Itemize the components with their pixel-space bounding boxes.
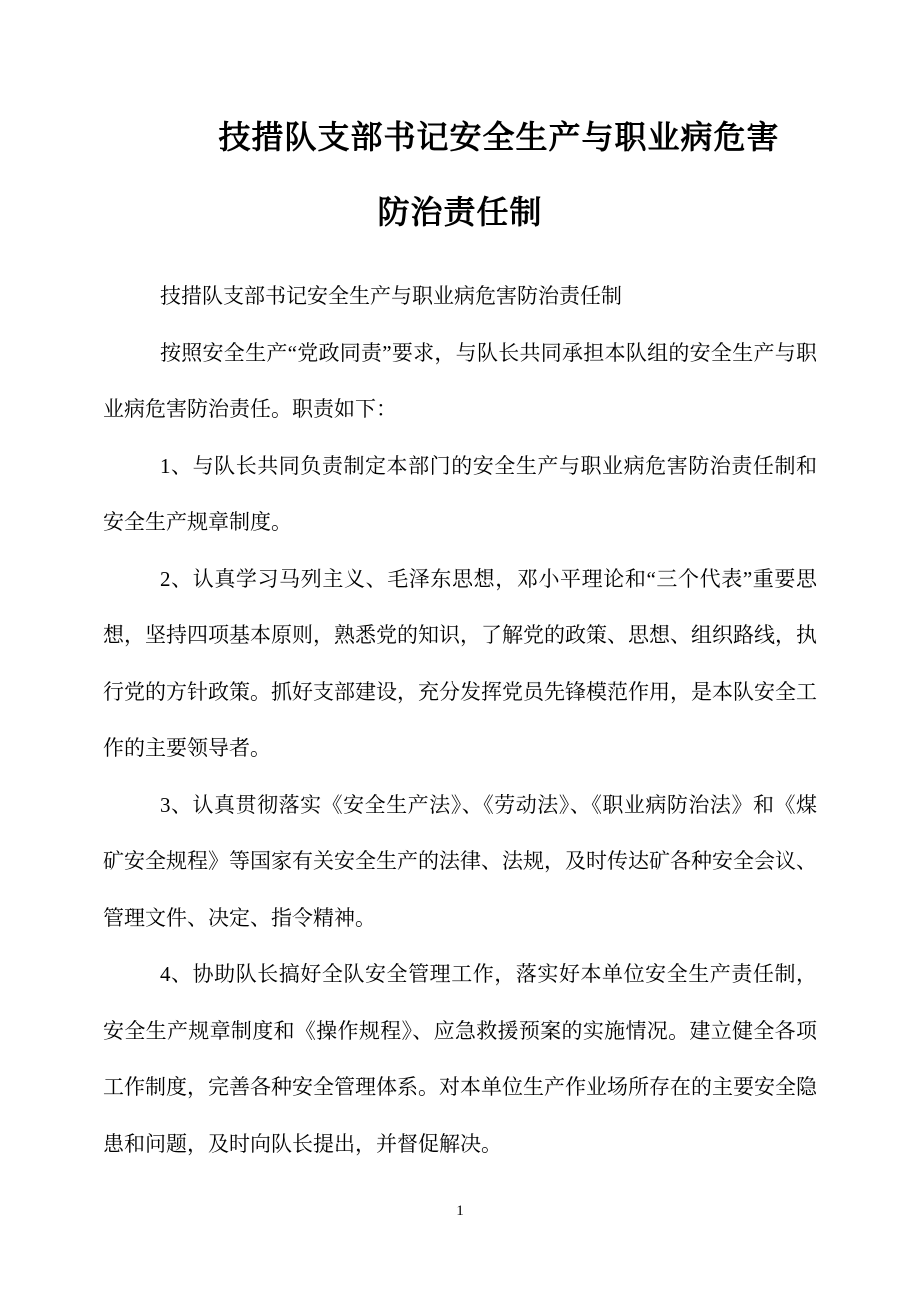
paragraph-item-2: 2、认真学习马列主义、毛泽东思想，邓小平理论和“三个代表”重要思想，坚持四项基本原则，熟悉党的知识，了解党的政策、思想、组织路线，执行党的方针政策。抓好支部建设，充分发挥党员先锋模范作用，是本队安全工作的主要领导者。 — [103, 566, 817, 760]
document-title-line-1: 技措队支部书记安全生产与职业病危害 — [218, 119, 780, 155]
page-footer — [0, 1200, 920, 1222]
paragraph-item-4: 4、协助队长搞好全队安全管理工作，落实好本单位安全生产责任制，安全生产规章制度和《操作规程》、应急救援预案的实施情况。建立健全各项工作制度，完善各种安全管理体系。对本单位生产作业场所存在的主要安全隐患和问题，及时向队长提出，并督促解决。 — [103, 962, 817, 1156]
paragraph-subtitle: 技措队支部书记安全生产与职业病危害防治责任制 — [160, 284, 622, 308]
document-title — [0, 0, 920, 250]
page-number: 1 — [456, 1203, 464, 1219]
paragraph-item-1: 1、与队长共同负责制定本部门的安全生产与职业病危害防治责任制和安全生产规章制度。 — [103, 453, 817, 534]
document-body — [103, 268, 817, 1172]
paragraph-intro: 按照安全生产“党政同责”要求，与队长共同承担本队组的安全生产与职业病危害防治责任。职责如下： — [103, 340, 817, 421]
paragraph-item-3: 3、认真贯彻落实《安全生产法》、《劳动法》、《职业病防治法》和《煤矿安全规程》等国家有关安全生产的法律、法规，及时传达矿各种安全会议、管理文件、决定、指令精神。 — [103, 792, 817, 930]
document-title-line-2: 防治责任制 — [377, 194, 543, 230]
